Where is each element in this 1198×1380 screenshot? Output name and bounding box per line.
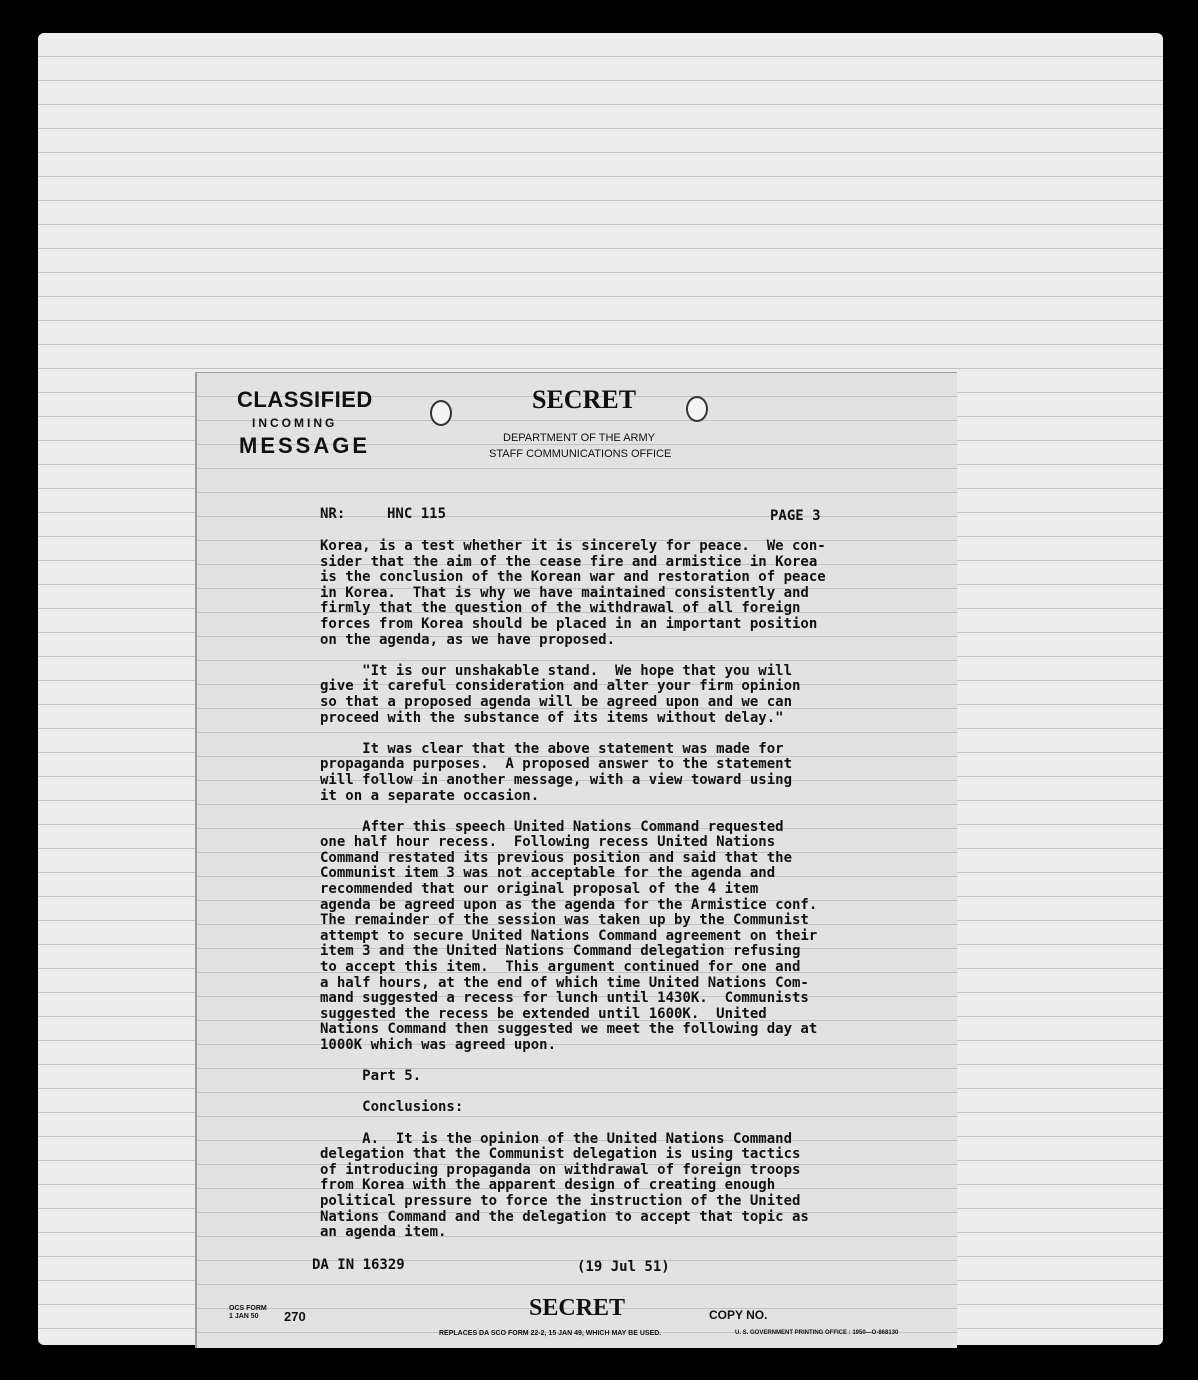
punch-hole-icon — [686, 396, 708, 422]
paragraph: It was clear that the above statement was made for propaganda purposes. A proposed answer to the statement will follow in another message, with a view toward using it on a separate occasion. — [320, 740, 793, 804]
form-number: 270 — [284, 1309, 306, 1324]
department-label: DEPARTMENT OF THE ARMY — [503, 432, 655, 444]
classified-label: CLASSIFIED — [237, 387, 373, 412]
message-date: (19 Jul 51) — [577, 1259, 670, 1275]
office-label: STAFF COMMUNICATIONS OFFICE — [489, 448, 672, 460]
paragraph: "It is our unshakable stand. We hope that you will give it careful consideration and alter your firm opinion so that a proposed agenda will be agreed upon and we can proceed with the substance of its items without delay." — [320, 662, 801, 726]
copy-no-label: COPY NO. — [709, 1308, 768, 1322]
nr-value: HNC 115 — [387, 506, 447, 522]
paragraph: Conclusions: — [320, 1099, 464, 1116]
classification-bottom: SECRET — [529, 1295, 626, 1321]
da-in-number: DA IN 16329 — [312, 1257, 405, 1273]
paragraph: Part 5. — [320, 1068, 422, 1085]
gpo-note: U. S. GOVERNMENT PRINTING OFFICE : 1950—O-868130 — [735, 1330, 899, 1336]
paragraph: A. It is the opinion of the United Nations Command delegation that the Communist delegation is using tactics of introducing propaganda on withdrawal of foreign troops from Korea with the apparent design of creating enough political pressure to force the instruction of the United Nations Command and the delegation to accept that topic as an agenda item. — [320, 1130, 809, 1241]
classification-top: SECRET — [532, 385, 637, 414]
punch-hole-icon — [430, 400, 452, 426]
paragraph: Korea, is a test whether it is sincerely for peace. We con- sider that the aim of the cease fire and armistice in Korea is the conclusion of the Korean war and restoration of peace in Korea. That is why we have maintained consistently and firmly that the question of the withdrawal of all foreign forces from Korea should be placed in an important position on the agenda, as we have proposed. — [320, 538, 826, 648]
replaces-note: REPLACES DA SCO FORM 22-2, 15 JAN 49, WHICH MAY BE USED. — [439, 1330, 662, 1337]
nr-label: NR: — [320, 506, 346, 522]
form-id: OCS FORM 1 JAN 50 — [229, 1305, 267, 1320]
page-number: PAGE 3 — [770, 508, 821, 524]
message-label: MESSAGE — [239, 433, 371, 458]
incoming-label: INCOMING — [252, 416, 338, 430]
paragraph: After this speech United Nations Command requested one half hour recess. Following recess United Nations Command restated its previous position and said that the Communist item 3 was not acceptable for the agenda and recommended that our original proposal of the 4 item agenda be agreed upon as the agenda for the Armistice conf. The remainder of the session was taken up by the Communist attempt to secure United Nations Command agreement on their item 3 and the United Nations Command delegation refusing to accept this item. This argument continued for one and a half hours, at the end of which time United Nations Com- mand suggested a recess for lunch until 1430K. Communists suggested the recess be extended until 1600K. United Nations Command then suggested we meet the following day at 1000K which was agreed upon. — [320, 818, 818, 1053]
message-body — [320, 539, 910, 1256]
message-form — [195, 372, 957, 1348]
